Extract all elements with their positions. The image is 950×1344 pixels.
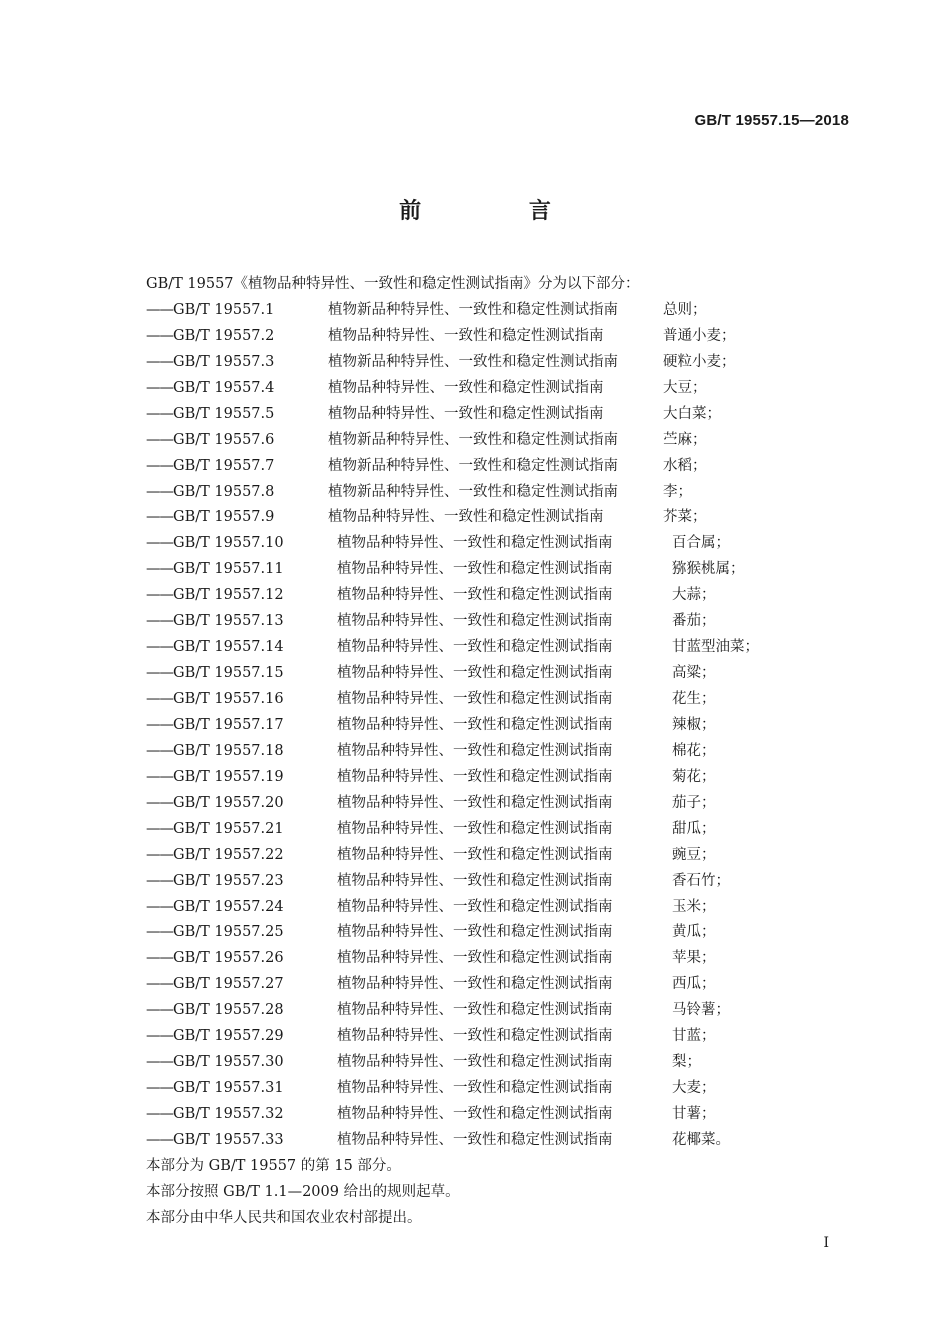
intro-paragraph: GB/T 19557《植物品种特异性、一致性和稳定性测试指南》分为以下部分： (146, 276, 640, 292)
list-item (146, 817, 846, 843)
part-subject: 大豆； (663, 379, 707, 396)
part-subject: 菊花； (672, 768, 716, 785)
em-dash: —— (146, 1002, 173, 1019)
part-title: 植物新品种特异性、一致性和稳定性测试指南 (328, 301, 618, 318)
em-dash: —— (146, 924, 173, 941)
part-code: GB/T 19557.17 (173, 716, 284, 733)
part-subject: 高粱； (672, 665, 716, 682)
list-item (146, 739, 846, 765)
part-code: GB/T 19557.6 (173, 431, 275, 448)
part-code: GB/T 19557.2 (173, 327, 275, 344)
list-item (146, 635, 846, 661)
list-item (146, 1024, 846, 1050)
list-item (146, 376, 846, 402)
list-item (146, 350, 846, 376)
page-number: I (823, 1235, 829, 1251)
part-subject: 茄子； (672, 794, 716, 811)
part-code: GB/T 19557.1 (173, 301, 275, 318)
list-item (146, 531, 846, 557)
part-title: 植物品种特异性、一致性和稳定性测试指南 (328, 379, 604, 396)
part-subject: 甘薯； (672, 1106, 716, 1122)
part-title: 植物品种特异性、一致性和稳定性测试指南 (337, 1054, 613, 1071)
part-code: GB/T 19557.4 (173, 379, 275, 396)
part-title: 植物品种特异性、一致性和稳定性测试指南 (337, 820, 613, 837)
part-title: 植物品种特异性、一致性和稳定性测试指南 (337, 535, 613, 552)
part-code: GB/T 19557.12 (173, 587, 284, 604)
part-title: 植物品种特异性、一致性和稳定性测试指南 (337, 665, 613, 682)
em-dash: —— (146, 457, 173, 474)
em-dash: —— (146, 691, 173, 707)
list-item (146, 895, 846, 921)
part-code: GB/T 19557.25 (173, 924, 284, 941)
document-body (146, 272, 846, 1232)
part-subject: 大麦； (672, 1080, 716, 1097)
closing-paragraph: 本部分由中华人民共和国农业农村部提出。 (146, 1209, 422, 1226)
em-dash: —— (146, 872, 173, 889)
list-item (146, 998, 846, 1024)
em-dash: —— (146, 561, 173, 578)
em-dash: —— (146, 483, 173, 500)
part-title: 植物品种特异性、一致性和稳定性测试指南 (337, 716, 613, 733)
part-subject: 苎麻； (663, 431, 707, 448)
part-subject: 豌豆； (672, 846, 716, 863)
part-code: GB/T 19557.30 (173, 1054, 284, 1071)
em-dash: —— (146, 301, 173, 318)
part-code: GB/T 19557.22 (173, 846, 284, 863)
part-title: 植物品种特异性、一致性和稳定性测试指南 (337, 691, 613, 707)
part-subject: 西瓜； (672, 976, 716, 993)
em-dash: —— (146, 353, 173, 370)
part-subject: 普通小麦； (663, 327, 736, 344)
part-subject: 甘蓝型油菜； (672, 639, 759, 656)
part-subject: 硬粒小麦； (663, 353, 736, 370)
part-title: 植物品种特异性、一致性和稳定性测试指南 (337, 846, 613, 863)
part-title: 植物品种特异性、一致性和稳定性测试指南 (337, 898, 613, 915)
em-dash: —— (146, 768, 173, 785)
part-subject: 香石竹； (672, 872, 730, 889)
list-item (146, 791, 846, 817)
part-subject: 花生； (672, 691, 716, 707)
em-dash: —— (146, 327, 173, 344)
part-subject: 芥菜； (663, 509, 707, 526)
part-subject: 猕猴桃属； (672, 561, 745, 578)
part-code: GB/T 19557.23 (173, 872, 284, 889)
list-item (146, 480, 846, 506)
closing-paragraph: 本部分为 GB/T 19557 的第 15 部分。 (146, 1157, 401, 1174)
list-item (146, 583, 846, 609)
em-dash: —— (146, 431, 173, 448)
list-item (146, 972, 846, 998)
em-dash: —— (146, 509, 173, 526)
part-title: 植物品种特异性、一致性和稳定性测试指南 (328, 405, 604, 422)
part-subject: 百合属； (672, 535, 730, 552)
list-item (146, 1076, 846, 1102)
part-title: 植物品种特异性、一致性和稳定性测试指南 (337, 768, 613, 785)
part-subject: 辣椒； (672, 716, 716, 733)
em-dash: —— (146, 587, 173, 604)
em-dash: —— (146, 950, 173, 967)
parts-list (146, 298, 846, 1154)
part-title: 植物品种特异性、一致性和稳定性测试指南 (337, 561, 613, 578)
part-code: GB/T 19557.5 (173, 405, 275, 422)
part-subject: 棉花； (672, 742, 716, 759)
part-title: 植物品种特异性、一致性和稳定性测试指南 (337, 742, 613, 759)
part-title: 植物品种特异性、一致性和稳定性测试指南 (337, 1028, 613, 1045)
part-title: 植物新品种特异性、一致性和稳定性测试指南 (328, 353, 618, 370)
list-item (146, 505, 846, 531)
part-title: 植物品种特异性、一致性和稳定性测试指南 (337, 613, 613, 630)
list-item (146, 324, 846, 350)
part-subject: 玉米； (672, 898, 716, 915)
list-item (146, 920, 846, 946)
list-item (146, 298, 846, 324)
part-code: GB/T 19557.24 (173, 898, 284, 915)
part-subject: 番茄； (672, 613, 716, 630)
em-dash: —— (146, 535, 173, 552)
part-subject: 李； (663, 483, 692, 500)
em-dash: —— (146, 613, 173, 630)
em-dash: —— (146, 716, 173, 733)
part-code: GB/T 19557.18 (173, 742, 284, 759)
part-subject: 马铃薯； (672, 1002, 730, 1019)
list-item (146, 402, 846, 428)
part-subject: 花椰菜。 (672, 1131, 730, 1148)
part-code: GB/T 19557.19 (173, 768, 284, 785)
part-code: GB/T 19557.29 (173, 1028, 284, 1045)
part-title: 植物品种特异性、一致性和稳定性测试指南 (337, 872, 613, 889)
em-dash: —— (146, 1106, 173, 1122)
em-dash: —— (146, 1131, 173, 1148)
part-code: GB/T 19557.11 (173, 561, 284, 578)
em-dash: —— (146, 1028, 173, 1045)
part-code: GB/T 19557.28 (173, 1002, 284, 1019)
part-title: 植物品种特异性、一致性和稳定性测试指南 (337, 976, 613, 993)
list-item (146, 869, 846, 895)
page-title: 前 言 (399, 199, 601, 224)
em-dash: —— (146, 820, 173, 837)
part-subject: 大白菜； (663, 405, 721, 422)
part-subject: 水稻； (663, 457, 707, 474)
part-title: 植物品种特异性、一致性和稳定性测试指南 (337, 924, 613, 941)
list-item (146, 713, 846, 739)
part-code: GB/T 19557.26 (173, 950, 284, 967)
standard-code: GB/T 19557.15—2018 (694, 112, 849, 129)
list-item (146, 428, 846, 454)
part-code: GB/T 19557.20 (173, 794, 284, 811)
part-code: GB/T 19557.3 (173, 353, 275, 370)
part-subject: 甜瓜； (672, 820, 716, 837)
part-subject: 黄瓜； (672, 924, 716, 941)
part-code: GB/T 19557.10 (173, 535, 284, 552)
part-title: 植物品种特异性、一致性和稳定性测试指南 (328, 327, 604, 344)
em-dash: —— (146, 405, 173, 422)
em-dash: —— (146, 379, 173, 396)
closing-paragraph: 本部分按照 GB/T 1.1—2009 给出的规则起草。 (146, 1183, 460, 1200)
em-dash: —— (146, 976, 173, 993)
part-title: 植物品种特异性、一致性和稳定性测试指南 (337, 1080, 613, 1097)
part-title: 植物品种特异性、一致性和稳定性测试指南 (337, 794, 613, 811)
part-code: GB/T 19557.9 (173, 509, 275, 526)
list-item (146, 454, 846, 480)
list-item (146, 1050, 846, 1076)
part-code: GB/T 19557.21 (173, 820, 284, 837)
part-subject: 大蒜； (672, 587, 716, 604)
part-code: GB/T 19557.7 (173, 457, 275, 474)
list-item (146, 946, 846, 972)
list-item (146, 557, 846, 583)
part-title: 植物品种特异性、一致性和稳定性测试指南 (337, 587, 613, 604)
part-code: GB/T 19557.13 (173, 613, 284, 630)
em-dash: —— (146, 1054, 173, 1071)
part-subject: 总则； (663, 301, 707, 318)
list-item (146, 687, 846, 713)
part-code: GB/T 19557.16 (173, 691, 284, 707)
part-code: GB/T 19557.33 (173, 1131, 284, 1148)
part-code: GB/T 19557.8 (173, 483, 275, 500)
list-item (146, 1102, 846, 1128)
part-code: GB/T 19557.31 (173, 1080, 284, 1097)
part-title: 植物品种特异性、一致性和稳定性测试指南 (337, 639, 613, 656)
part-title: 植物新品种特异性、一致性和稳定性测试指南 (328, 431, 618, 448)
em-dash: —— (146, 794, 173, 811)
part-title: 植物品种特异性、一致性和稳定性测试指南 (337, 1131, 613, 1148)
list-item (146, 661, 846, 687)
em-dash: —— (146, 898, 173, 915)
list-item (146, 609, 846, 635)
em-dash: —— (146, 846, 173, 863)
list-item (146, 1128, 846, 1154)
part-title: 植物品种特异性、一致性和稳定性测试指南 (337, 1002, 613, 1019)
part-title: 植物品种特异性、一致性和稳定性测试指南 (337, 1106, 613, 1122)
part-subject: 甘蓝； (672, 1028, 716, 1045)
em-dash: —— (146, 742, 173, 759)
closing-paragraphs (146, 1154, 846, 1232)
em-dash: —— (146, 665, 173, 682)
em-dash: —— (146, 1080, 173, 1097)
em-dash: —— (146, 639, 173, 656)
part-code: GB/T 19557.32 (173, 1106, 284, 1122)
part-subject: 梨； (672, 1054, 701, 1071)
part-code: GB/T 19557.14 (173, 639, 284, 656)
part-title: 植物品种特异性、一致性和稳定性测试指南 (328, 509, 604, 526)
part-code: GB/T 19557.27 (173, 976, 284, 993)
part-title: 植物品种特异性、一致性和稳定性测试指南 (337, 950, 613, 967)
list-item (146, 843, 846, 869)
part-subject: 苹果； (672, 950, 716, 967)
part-title: 植物新品种特异性、一致性和稳定性测试指南 (328, 483, 618, 500)
part-title: 植物新品种特异性、一致性和稳定性测试指南 (328, 457, 618, 474)
part-code: GB/T 19557.15 (173, 665, 284, 682)
list-item (146, 765, 846, 791)
